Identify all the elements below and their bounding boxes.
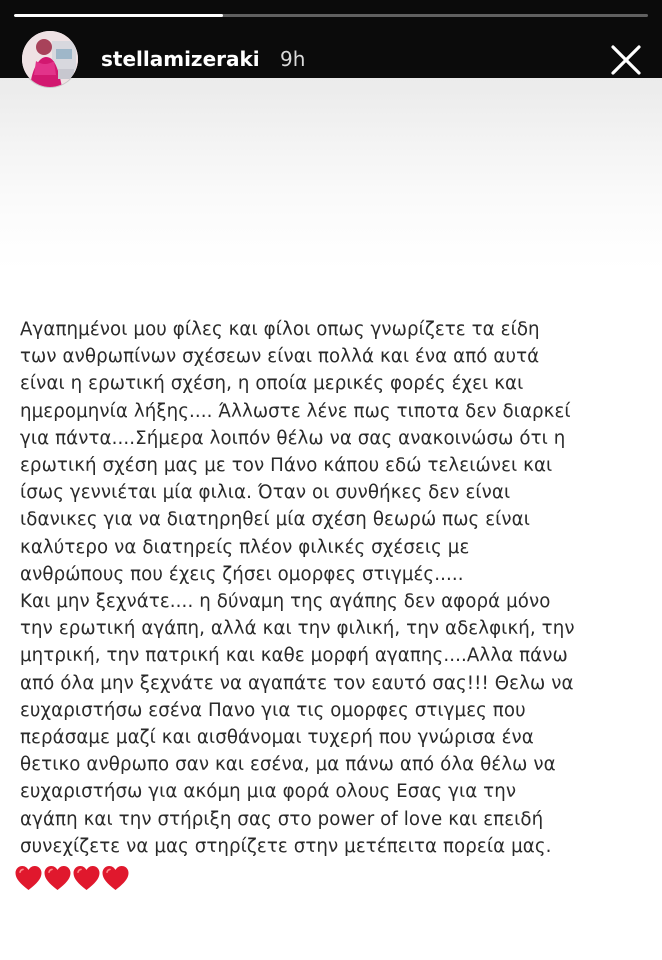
caption-line: ευχαριστήσω για ακόμη μια φορά ολους Εσας για την xyxy=(20,781,517,803)
caption-line: ίσως γεννιέται μία φιλια. Όταν οι συνθήκες δεν είναι xyxy=(20,482,511,504)
red-heart-emoji-icon xyxy=(72,864,101,892)
caption-line: ιδανικες για να διατηρηθεί μία σχέση θεωρώ πως είναι xyxy=(20,509,530,531)
caption-line: ευχαριστήσω εσένα Πανο για τις ομορφες στιγμες που xyxy=(20,699,526,721)
story-caption-text xyxy=(20,316,656,860)
red-heart-emoji-icon xyxy=(43,864,72,892)
caption-line: θετικο ανθρωπο σαν και εσένα, μα πάνω από όλα θέλω να xyxy=(20,754,556,776)
caption-line: Αγαπημένοι μου φίλες και φίλοι οπως γνωρίζετε τα είδη xyxy=(20,319,540,340)
post-timestamp: 9h xyxy=(280,47,306,71)
caption-line: από όλα μην ξεχνάτε να αγαπάτε τον εαυτό σας!!! Θελω να xyxy=(20,672,574,694)
red-heart-emoji-icon xyxy=(14,864,43,892)
story-progress-track xyxy=(14,14,648,17)
caption-line: είναι η ερωτική σχέση, η οποία μερικές φορές έχει και xyxy=(20,373,524,395)
red-heart-emoji-icon xyxy=(101,864,130,892)
caption-line: μητρική, την πατρική και καθε μορφή αγαπης....Αλλα πάνω xyxy=(20,645,568,667)
caption-line: συνεχίζετε να μας στηρίζετε στην μετέπειτα πορεία μας. xyxy=(20,835,552,857)
username[interactable]: stellamizeraki xyxy=(101,47,260,71)
heart-emoji-row xyxy=(14,864,130,894)
story-header-bar xyxy=(0,0,662,78)
close-icon xyxy=(604,38,648,82)
caption-line: των ανθρωπίνων σχέσεων είναι πολλά και ένα από αυτά xyxy=(20,346,540,368)
caption-line: ερωτική σχέση μας με τον Πάνο κάπου εδώ τελειώνει και xyxy=(20,455,553,477)
story-progress-fill xyxy=(14,14,223,17)
caption-line: καλύτερο να διατηρείς πλέον φιλικές σχέσεις με xyxy=(20,536,470,558)
caption-line: ανθρώπους που έχεις ζήσει ομορφες στιγμές..... xyxy=(20,563,464,585)
caption-line: για πάντα....Σήμερα λοιπόν θέλω να σας ανακοινώσω ότι η xyxy=(20,427,566,449)
caption-line: περάσαμε μαζί και αισθάνομαι τυχερή που γνώρισα ένα xyxy=(20,727,534,749)
caption-line: αγάπη και την στήριξη σας στο power of love και επειδή xyxy=(20,808,544,830)
avatar-image-icon xyxy=(22,31,78,87)
caption-line: ημερομηνία λήξης.... Άλλωστε λένε πως τιποτα δεν διαρκεί xyxy=(20,400,571,422)
caption-line: Και μην ξεχνάτε.... η δύναμη της αγάπης δεν αφορά μόνο xyxy=(20,591,551,613)
close-button[interactable] xyxy=(604,38,648,82)
profile-avatar[interactable] xyxy=(22,31,78,87)
caption-line: την ερωτική αγάπη, αλλά και την φιλική, την αδελφική, την xyxy=(20,618,575,640)
